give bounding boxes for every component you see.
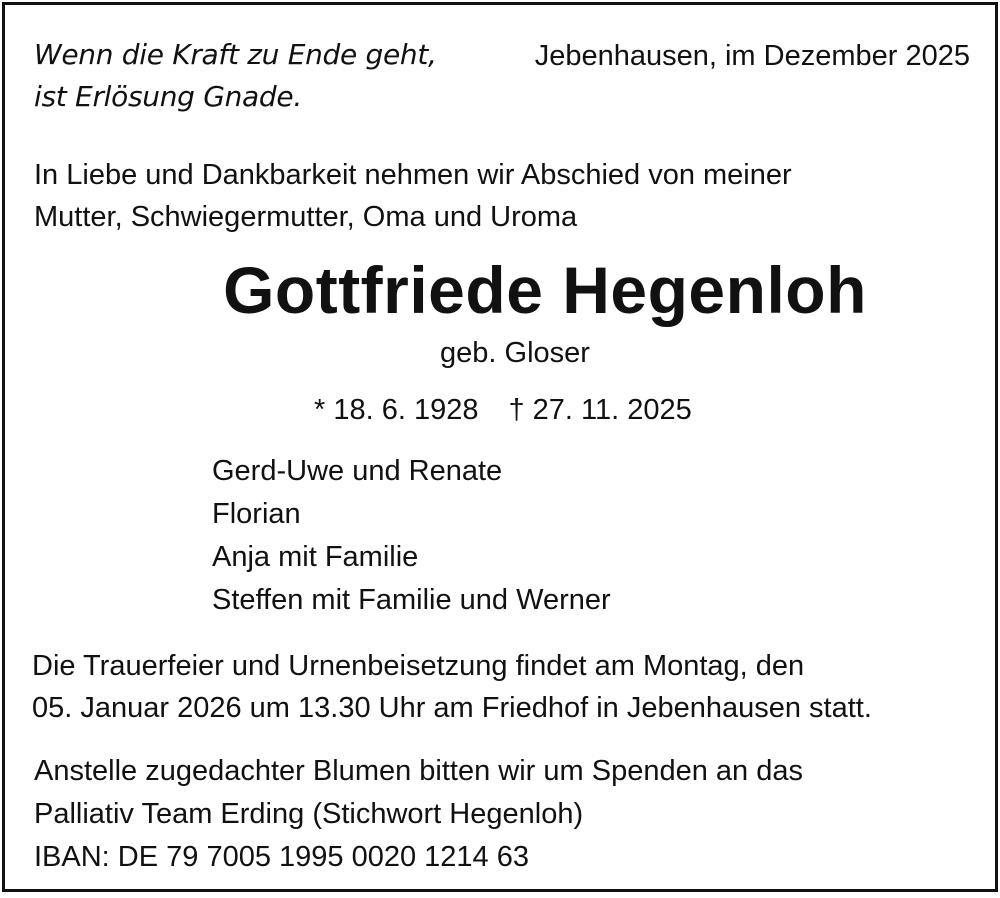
motto-quote (34, 34, 437, 118)
mourner-item: Steffen mit Familie und Werner (212, 584, 611, 616)
intro-line-1: In Liebe und Dankbarkeit nehmen wir Abschied von meiner (34, 159, 792, 191)
donation-iban: IBAN: DE 79 7005 1995 0020 1214 63 (34, 841, 529, 873)
deceased-name: Gottfriede Hegenloh (223, 253, 867, 327)
funeral-line-2: 05. Januar 2026 um 13.30 Uhr am Friedhof in Jebenhausen statt. (32, 692, 872, 724)
donation-line-1: Anstelle zugedachter Blumen bitten wir um Spenden an das (34, 755, 803, 787)
place-and-date: Jebenhausen, im Dezember 2025 (534, 40, 970, 72)
mourner-item: Gerd-Uwe und Renate (212, 455, 503, 487)
birth-name: geb. Gloser (440, 337, 590, 369)
motto-line-1: Wenn die Kraft zu Ende geht, (34, 38, 437, 71)
motto-line-2: ist Erlösung Gnade. (34, 80, 302, 113)
birth-date: * 18. 6. 1928 (314, 394, 479, 426)
life-dates (314, 390, 692, 430)
intro-line-2: Mutter, Schwiegermutter, Oma und Uroma (34, 201, 578, 233)
mourner-item: Anja mit Familie (212, 541, 419, 573)
funeral-line-1: Die Trauerfeier und Urnenbeisetzung findet am Montag, den (32, 650, 805, 682)
donation-line-2: Palliativ Team Erding (Stichwort Hegenloh) (34, 798, 584, 830)
death-date: † 27. 11. 2025 (508, 394, 692, 426)
donation-info (34, 750, 803, 879)
mourner-item: Florian (212, 498, 301, 530)
mourners-list (212, 450, 611, 622)
funeral-info (32, 645, 872, 729)
intro-text (34, 154, 792, 238)
